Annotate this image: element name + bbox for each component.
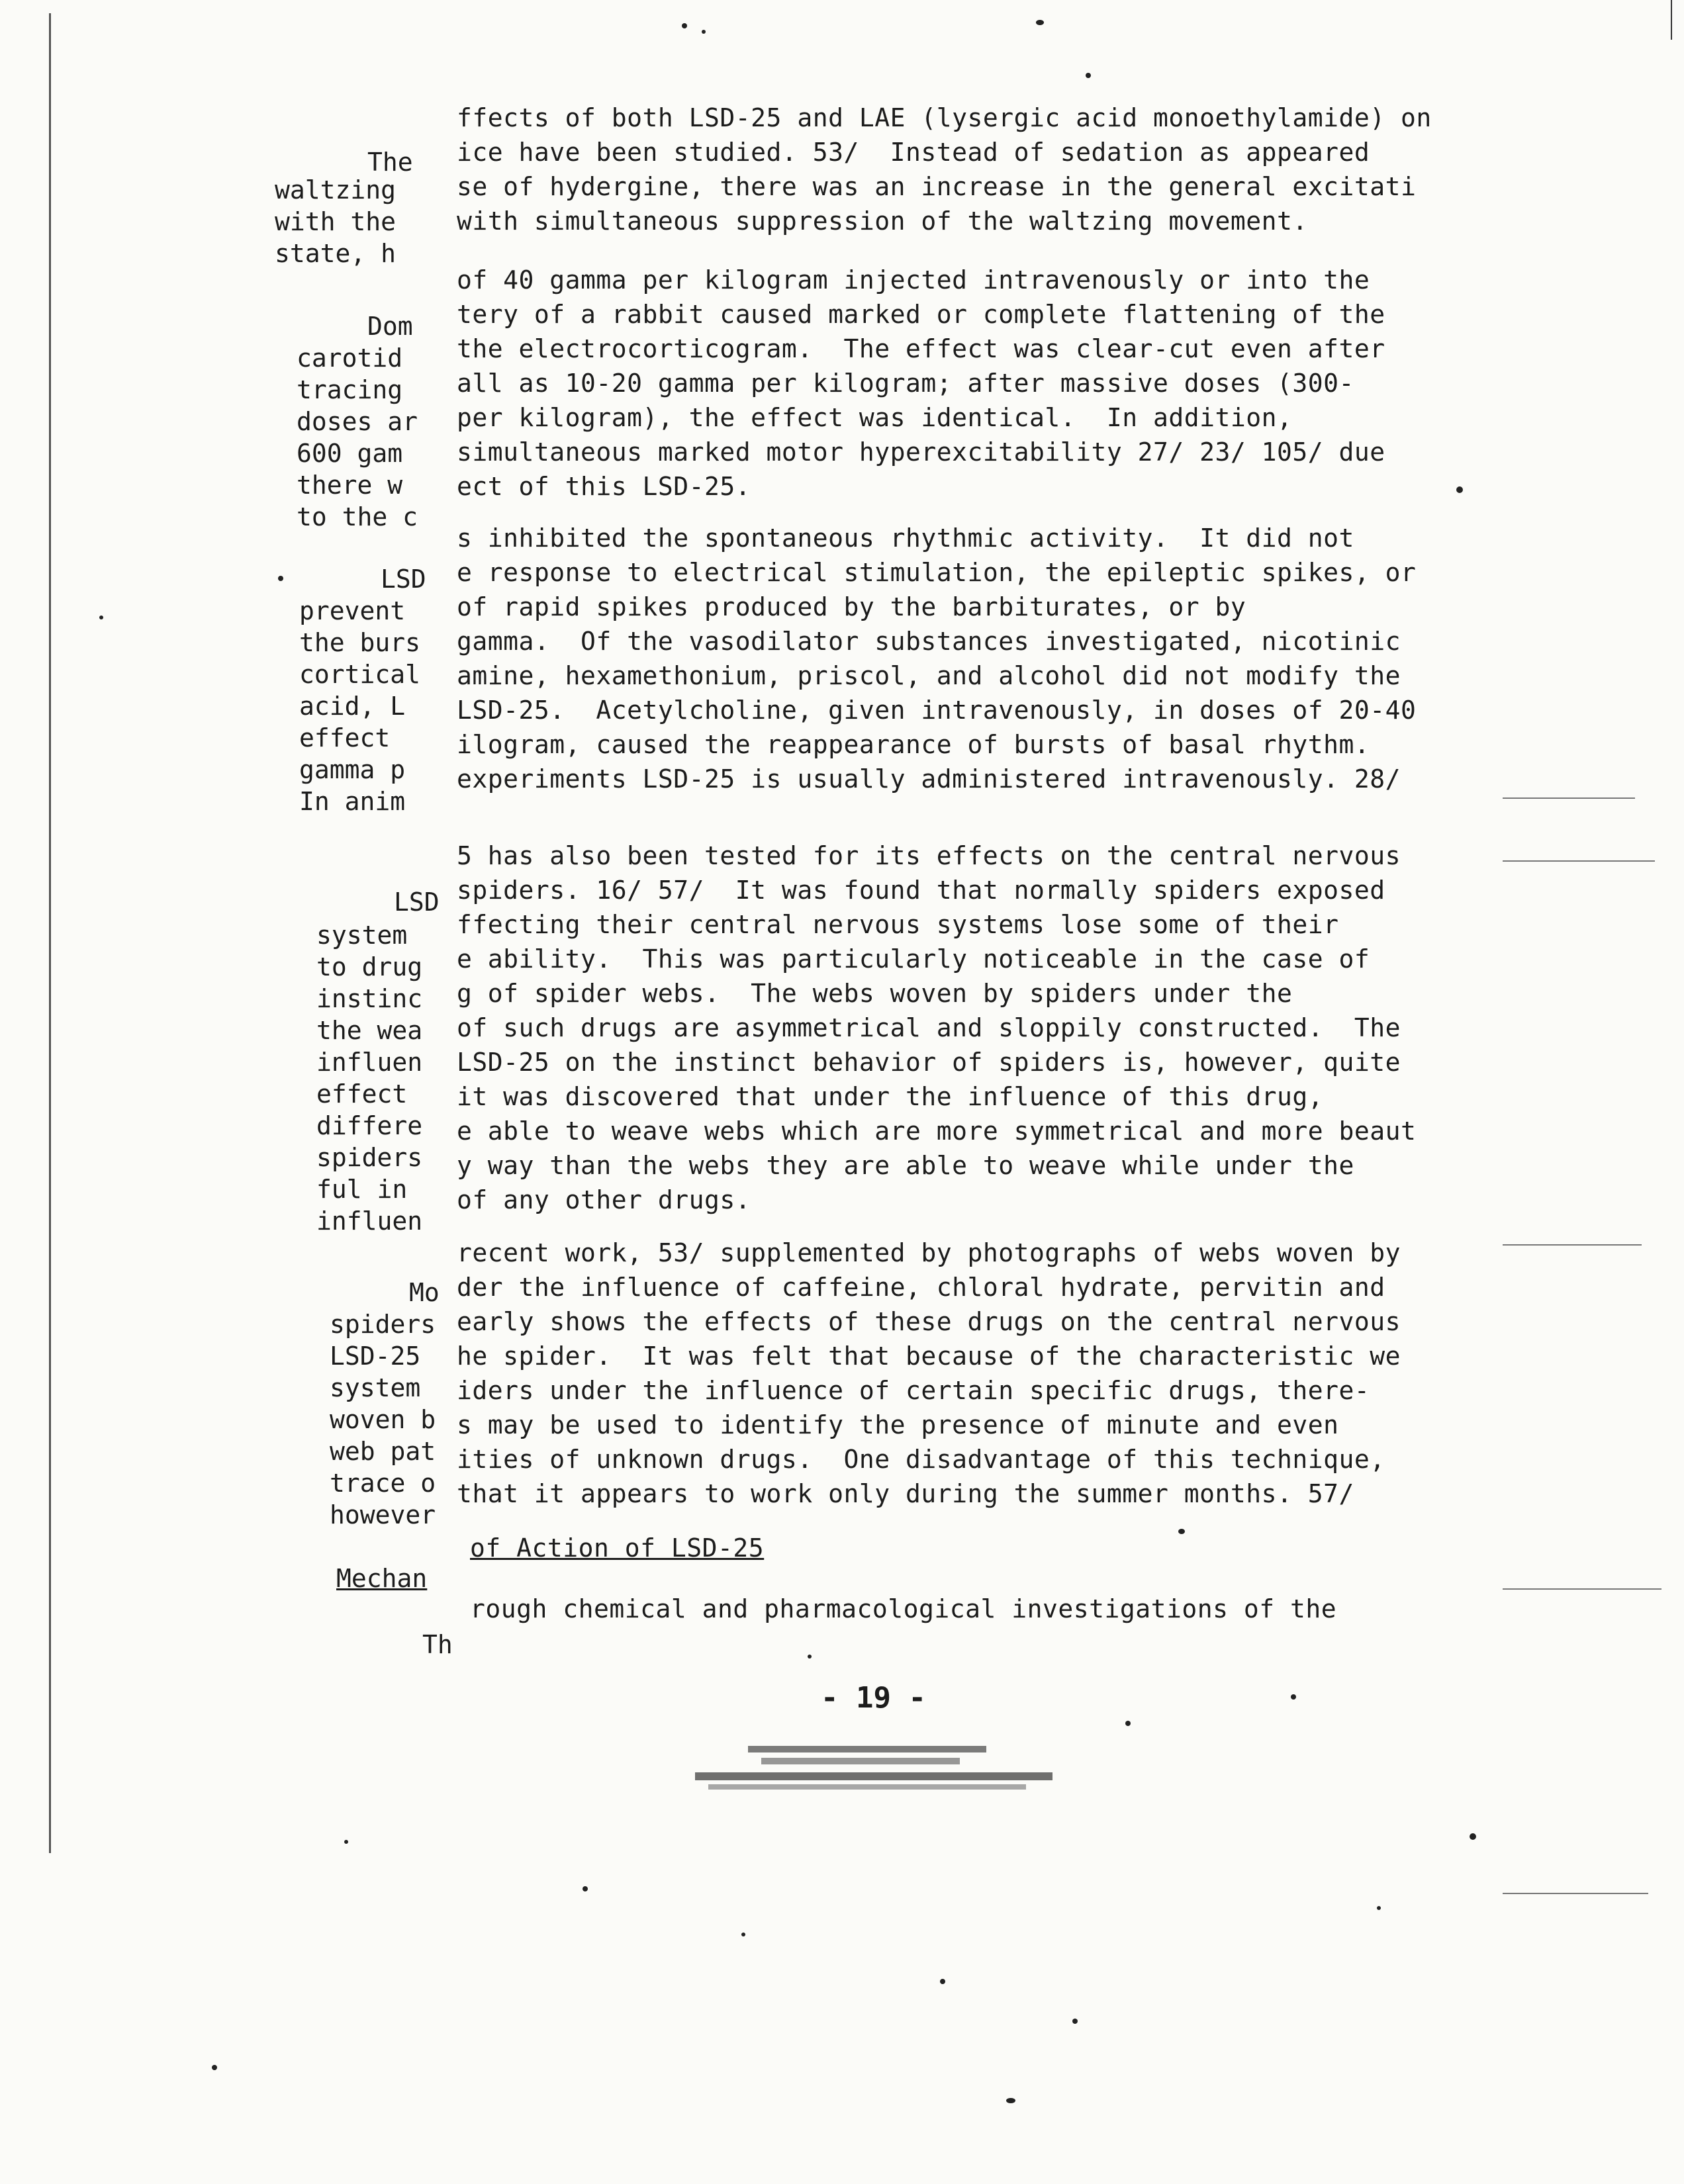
edge-dash xyxy=(1503,860,1655,862)
left-fragment: effect xyxy=(316,1079,408,1109)
left-fragment: with the xyxy=(275,207,397,236)
body-line: 5 has also been tested for its effects on the central nervous xyxy=(457,841,1401,870)
scan-speck xyxy=(1036,20,1044,25)
scan-speck xyxy=(1377,1906,1381,1910)
scan-speck xyxy=(940,1979,945,1984)
edge-dash xyxy=(1503,1244,1642,1246)
edge-dash xyxy=(1503,1588,1661,1590)
scan-speck xyxy=(1006,2098,1015,2103)
body-line: spiders. 16/ 57/ It was found that normally spiders exposed xyxy=(457,876,1385,905)
body-line: ffects of both LSD-25 and LAE (lysergic acid monoethylamide) on xyxy=(457,103,1432,132)
scan-speck xyxy=(1086,73,1091,78)
body-line: ities of unknown drugs. One disadvantage of this technique, xyxy=(457,1445,1385,1474)
body-line: rough chemical and pharmacological investigations of the xyxy=(470,1594,1337,1623)
left-fragment: prevent xyxy=(299,596,406,625)
body-line: e response to electrical stimulation, the epileptic spikes, or xyxy=(457,558,1417,587)
left-fragment: web pat xyxy=(330,1437,436,1466)
left-fragment: to drug xyxy=(316,952,423,981)
body-line: ice have been studied. 53/ Instead of sedation as appeared xyxy=(457,138,1370,167)
scan-speck xyxy=(344,1840,348,1844)
body-line: of 40 gamma per kilogram injected intravenously or into the xyxy=(457,265,1370,295)
left-fragment: there w xyxy=(297,471,403,500)
left-fragment: LSD-25 xyxy=(330,1342,421,1371)
left-fragment: state, h xyxy=(275,239,397,268)
scan-speck xyxy=(212,2065,217,2070)
left-fragment: system xyxy=(316,921,408,950)
left-fragment: In anim xyxy=(299,787,406,816)
left-fragment: LSD xyxy=(394,887,440,917)
body-line: g of spider webs. The webs woven by spiders under the xyxy=(457,979,1293,1008)
body-line: ect of this LSD-25. xyxy=(457,472,751,501)
page-number: - 19 - xyxy=(821,1681,926,1715)
body-line: of any other drugs. xyxy=(457,1185,751,1214)
left-fragment: doses ar xyxy=(297,407,418,436)
left-fragment: influen xyxy=(316,1206,423,1236)
body-line: simultaneous marked motor hyperexcitability 27/ 23/ 105/ due xyxy=(457,437,1385,467)
edge-dash xyxy=(1503,1893,1648,1894)
left-fragment: LSD xyxy=(381,565,426,594)
scan-speck xyxy=(1072,2019,1078,2024)
body-line: the electrocorticogram. The effect was clear-cut even after xyxy=(457,334,1385,363)
body-line: ilogram, caused the reappearance of bursts of basal rhythm. xyxy=(457,730,1370,759)
scan-speck xyxy=(583,1886,588,1891)
section-heading: of Action of LSD-25 xyxy=(470,1533,765,1563)
left-fragment: tracing xyxy=(297,375,403,404)
left-fragment: the burs xyxy=(299,628,421,657)
left-fragment: cortical xyxy=(299,660,421,689)
body-line: he spider. It was felt that because of the characteristic we xyxy=(457,1342,1401,1371)
body-line: e able to weave webs which are more symmetrical and more beaut xyxy=(457,1116,1417,1146)
body-line: y way than the webs they are able to weave while under the xyxy=(457,1151,1354,1180)
body-line: der the influence of caffeine, chloral hydrate, pervitin and xyxy=(457,1273,1385,1302)
left-fragment: trace o xyxy=(330,1469,436,1498)
left-fragment: system xyxy=(330,1373,421,1402)
body-line: e ability. This was particularly noticeable in the case of xyxy=(457,944,1370,974)
body-line: all as 10-20 gamma per kilogram; after massive doses (300- xyxy=(457,369,1354,398)
scan-speck xyxy=(702,30,706,34)
left-fragment: woven b xyxy=(330,1405,436,1434)
left-fragment: Mechan xyxy=(336,1564,428,1593)
body-line: that it appears to work only during the summer months. 57/ xyxy=(457,1479,1354,1508)
left-fragment: waltzing xyxy=(275,175,397,205)
scan-speck xyxy=(1291,1694,1296,1700)
left-fragment: instinc xyxy=(316,984,423,1013)
scan-speck xyxy=(682,23,687,28)
body-line: of rapid spikes produced by the barbiturates, or by xyxy=(457,592,1246,621)
scan-speck xyxy=(1178,1529,1185,1534)
left-fragment: spiders xyxy=(316,1143,423,1172)
left-fragment: the wea xyxy=(316,1016,423,1045)
body-line: iders under the influence of certain specific drugs, there- xyxy=(457,1376,1370,1405)
left-fragment: carotid xyxy=(297,343,403,373)
scan-speck xyxy=(1456,486,1463,493)
right-edge-scan-line xyxy=(1671,0,1672,40)
scan-speck xyxy=(278,576,283,581)
left-fragment: ful in xyxy=(316,1175,408,1204)
scan-speck xyxy=(808,1655,812,1659)
body-line: se of hydergine, there was an increase in the general excitati xyxy=(457,172,1417,201)
body-line: amine, hexamethonium, priscol, and alcohol did not modify the xyxy=(457,661,1401,690)
left-fragment: differe xyxy=(316,1111,423,1140)
scan-speck xyxy=(1470,1833,1476,1840)
left-fragment: acid, L xyxy=(299,692,406,721)
scan-speck xyxy=(99,615,103,619)
left-fragment: Th xyxy=(422,1630,453,1659)
body-line: early shows the effects of these drugs on the central nervous xyxy=(457,1307,1401,1336)
body-line: ffecting their central nervous systems lose some of their xyxy=(457,910,1339,939)
left-fragment: effect xyxy=(299,723,391,752)
smudged-stamp-mark xyxy=(688,1741,1059,1800)
body-line: LSD-25. Acetylcholine, given intravenously, in doses of 20-40 xyxy=(457,696,1417,725)
body-line: recent work, 53/ supplemented by photographs of webs woven by xyxy=(457,1238,1401,1267)
left-fragment: Dom xyxy=(367,312,413,341)
scan-speck xyxy=(1125,1721,1131,1726)
left-fragment: spiders xyxy=(330,1310,436,1339)
left-fragment: to the c xyxy=(297,502,418,531)
left-fragment: influen xyxy=(316,1048,423,1077)
left-fragment: Mo xyxy=(409,1278,440,1307)
body-line: s may be used to identify the presence of minute and even xyxy=(457,1410,1339,1439)
body-line: LSD-25 on the instinct behavior of spiders is, however, quite xyxy=(457,1048,1401,1077)
body-line: gamma. Of the vasodilator substances investigated, nicotinic xyxy=(457,627,1401,656)
body-line: experiments LSD-25 is usually administered intravenously. 28/ xyxy=(457,764,1401,794)
body-line: with simultaneous suppression of the waltzing movement. xyxy=(457,206,1308,236)
body-line: of such drugs are asymmetrical and sloppily constructed. The xyxy=(457,1013,1401,1042)
body-line: s inhibited the spontaneous rhythmic activity. It did not xyxy=(457,523,1354,553)
left-fragment: 600 gam xyxy=(297,439,403,468)
left-fragment: however xyxy=(330,1500,436,1529)
left-fragment: The xyxy=(367,148,413,177)
body-line: tery of a rabbit caused marked or complete flattening of the xyxy=(457,300,1385,329)
left-fragment: gamma p xyxy=(299,755,406,784)
scan-speck xyxy=(741,1933,745,1936)
edge-dash xyxy=(1503,797,1635,799)
left-margin-scan-line xyxy=(49,13,51,1853)
body-line: per kilogram), the effect was identical. In addition, xyxy=(457,403,1293,432)
body-line: it was discovered that under the influence of this drug, xyxy=(457,1082,1324,1111)
